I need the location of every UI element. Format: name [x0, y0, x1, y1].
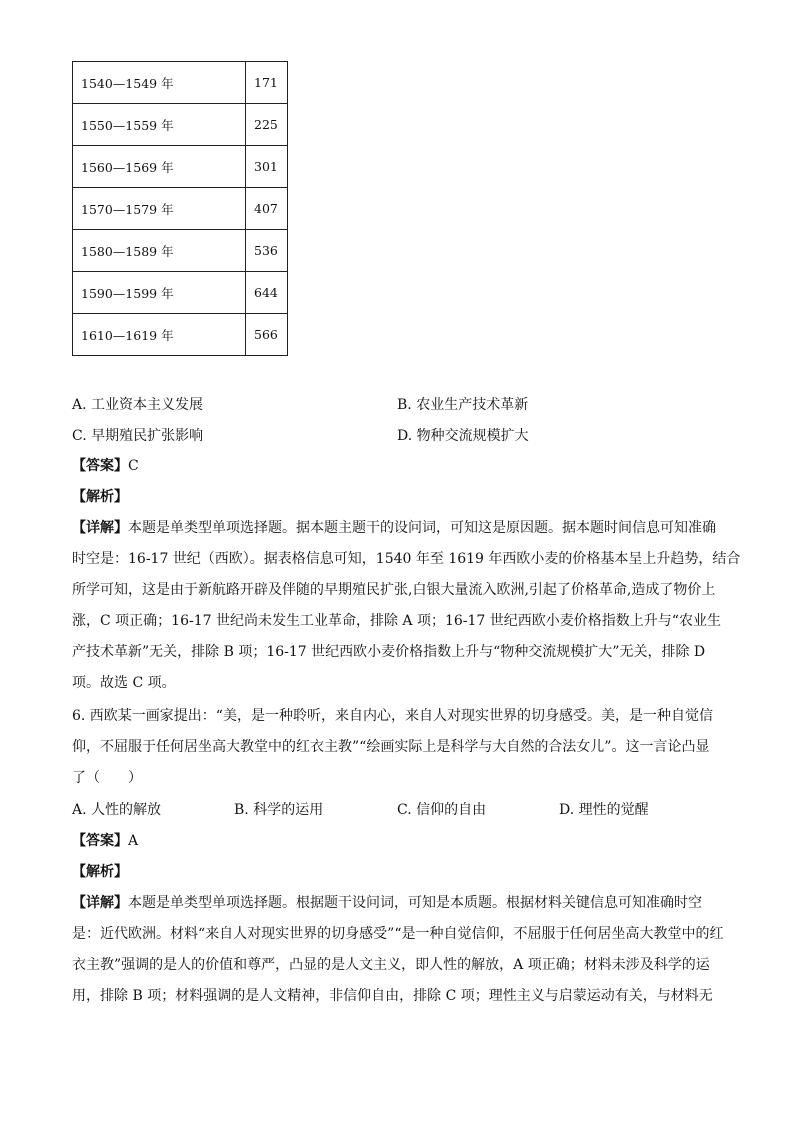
analysis-tag: 【解析】	[72, 864, 128, 880]
period-cell: 1540—1549 年	[73, 62, 246, 104]
value-cell: 536	[246, 230, 288, 272]
table-row	[73, 230, 288, 272]
q5-detail-line: 项。故选 C 项。	[72, 675, 176, 691]
q6-stem-line: 了（ ）	[72, 770, 142, 786]
table-row	[73, 104, 288, 146]
value-cell: 407	[246, 188, 288, 230]
q6-option-c: C. 信仰的自由	[397, 802, 487, 818]
q6-stem-line: 仰，不屈服于任何居坐高大教堂中的红衣主教”“绘画实际上是科学与大自然的合法女儿”。这一言论凸显	[72, 739, 710, 755]
q5-detail-line	[72, 518, 716, 538]
detail-text: 本题是单类型单项选择题。据本题主题干的设问词，可知这是原因题。据本题时间信息可知准确	[128, 520, 716, 536]
detail-tag: 【详解】	[72, 895, 128, 911]
q5-detail-line: 所学可知，这是由于新航路开辟及伴随的早期殖民扩张,白银大量流入欧洲,引起了价格革命,造成了物价上	[72, 582, 716, 598]
answer-value: C	[128, 458, 139, 474]
q5-option-c: C. 早期殖民扩张影响	[72, 428, 204, 444]
q5-option-b: B. 农业生产技术革新	[397, 397, 529, 413]
period-cell: 1580—1589 年	[73, 230, 246, 272]
period-cell: 1610—1619 年	[73, 314, 246, 356]
q6-option-b: B. 科学的运用	[234, 802, 324, 818]
period-cell: 1570—1579 年	[73, 188, 246, 230]
answer-tag: 【答案】	[72, 458, 128, 474]
table-row	[73, 62, 288, 104]
value-cell: 301	[246, 146, 288, 188]
detail-text: 本题是单类型单项选择题。根据题干设问词，可知是本质题。根据材料关键信息可知准确时空	[128, 895, 702, 911]
q6-answer-line	[72, 831, 138, 851]
q6-detail-line: 衣主教”强调的是人的价值和尊严，凸显的是人文主义，即人性的解放，A 项正确；材料未涉及科学的运	[72, 957, 710, 973]
q5-detail-line: 涨，C 项正确；16-17 世纪尚未发生工业革命，排除 A 项；16-17 世纪西欧小麦价格指数上升与“农业生	[72, 613, 721, 629]
value-cell: 171	[246, 62, 288, 104]
period-cell: 1550—1559 年	[73, 104, 246, 146]
table-row	[73, 146, 288, 188]
analysis-tag: 【解析】	[72, 489, 128, 505]
wheat-price-table	[72, 61, 288, 356]
period-cell: 1590—1599 年	[73, 272, 246, 314]
q5-answer-line	[72, 456, 139, 476]
answer-value: A	[128, 833, 139, 849]
q5-option-a: A. 工业资本主义发展	[72, 397, 204, 413]
q6-stem-line: 6. 西欧某一画家提出：“美，是一种聆听，来自内心，来自人对现实世界的切身感受。美，是一种自觉信	[72, 708, 713, 724]
q5-analysis-line	[72, 487, 128, 507]
value-cell: 225	[246, 104, 288, 146]
period-cell: 1560—1569 年	[73, 146, 246, 188]
q6-detail-line: 用，排除 B 项；材料强调的是人文精神，非信仰自由，排除 C 项；理性主义与启蒙运动有关，与材料无	[72, 988, 713, 1004]
q6-detail-line: 是：近代欧洲。材料“来自人对现实世界的切身感受”“是一种自觉信仰，不屈服于任何居坐高大教堂中的红	[72, 926, 724, 942]
table-row	[73, 314, 288, 356]
q6-detail-line	[72, 893, 702, 913]
q6-option-a: A. 人性的解放	[72, 802, 162, 818]
table-row	[73, 188, 288, 230]
answer-tag: 【答案】	[72, 833, 128, 849]
detail-tag: 【详解】	[72, 520, 128, 536]
q6-option-d: D. 理性的觉醒	[559, 802, 649, 818]
table-row	[73, 272, 288, 314]
q5-detail-line: 产技术革新”无关，排除 B 项；16-17 世纪西欧小麦价格指数上升与“物种交流规模扩大”无关，排除 D	[72, 644, 706, 660]
q6-analysis-line	[72, 862, 128, 882]
q5-detail-line: 时空是：16-17 世纪（西欧）。据表格信息可知，1540 年至 1619 年西欧小麦的价格基本呈上升趋势，结合	[72, 551, 741, 567]
q5-option-d: D. 物种交流规模扩大	[397, 428, 529, 444]
value-cell: 566	[246, 314, 288, 356]
value-cell: 644	[246, 272, 288, 314]
